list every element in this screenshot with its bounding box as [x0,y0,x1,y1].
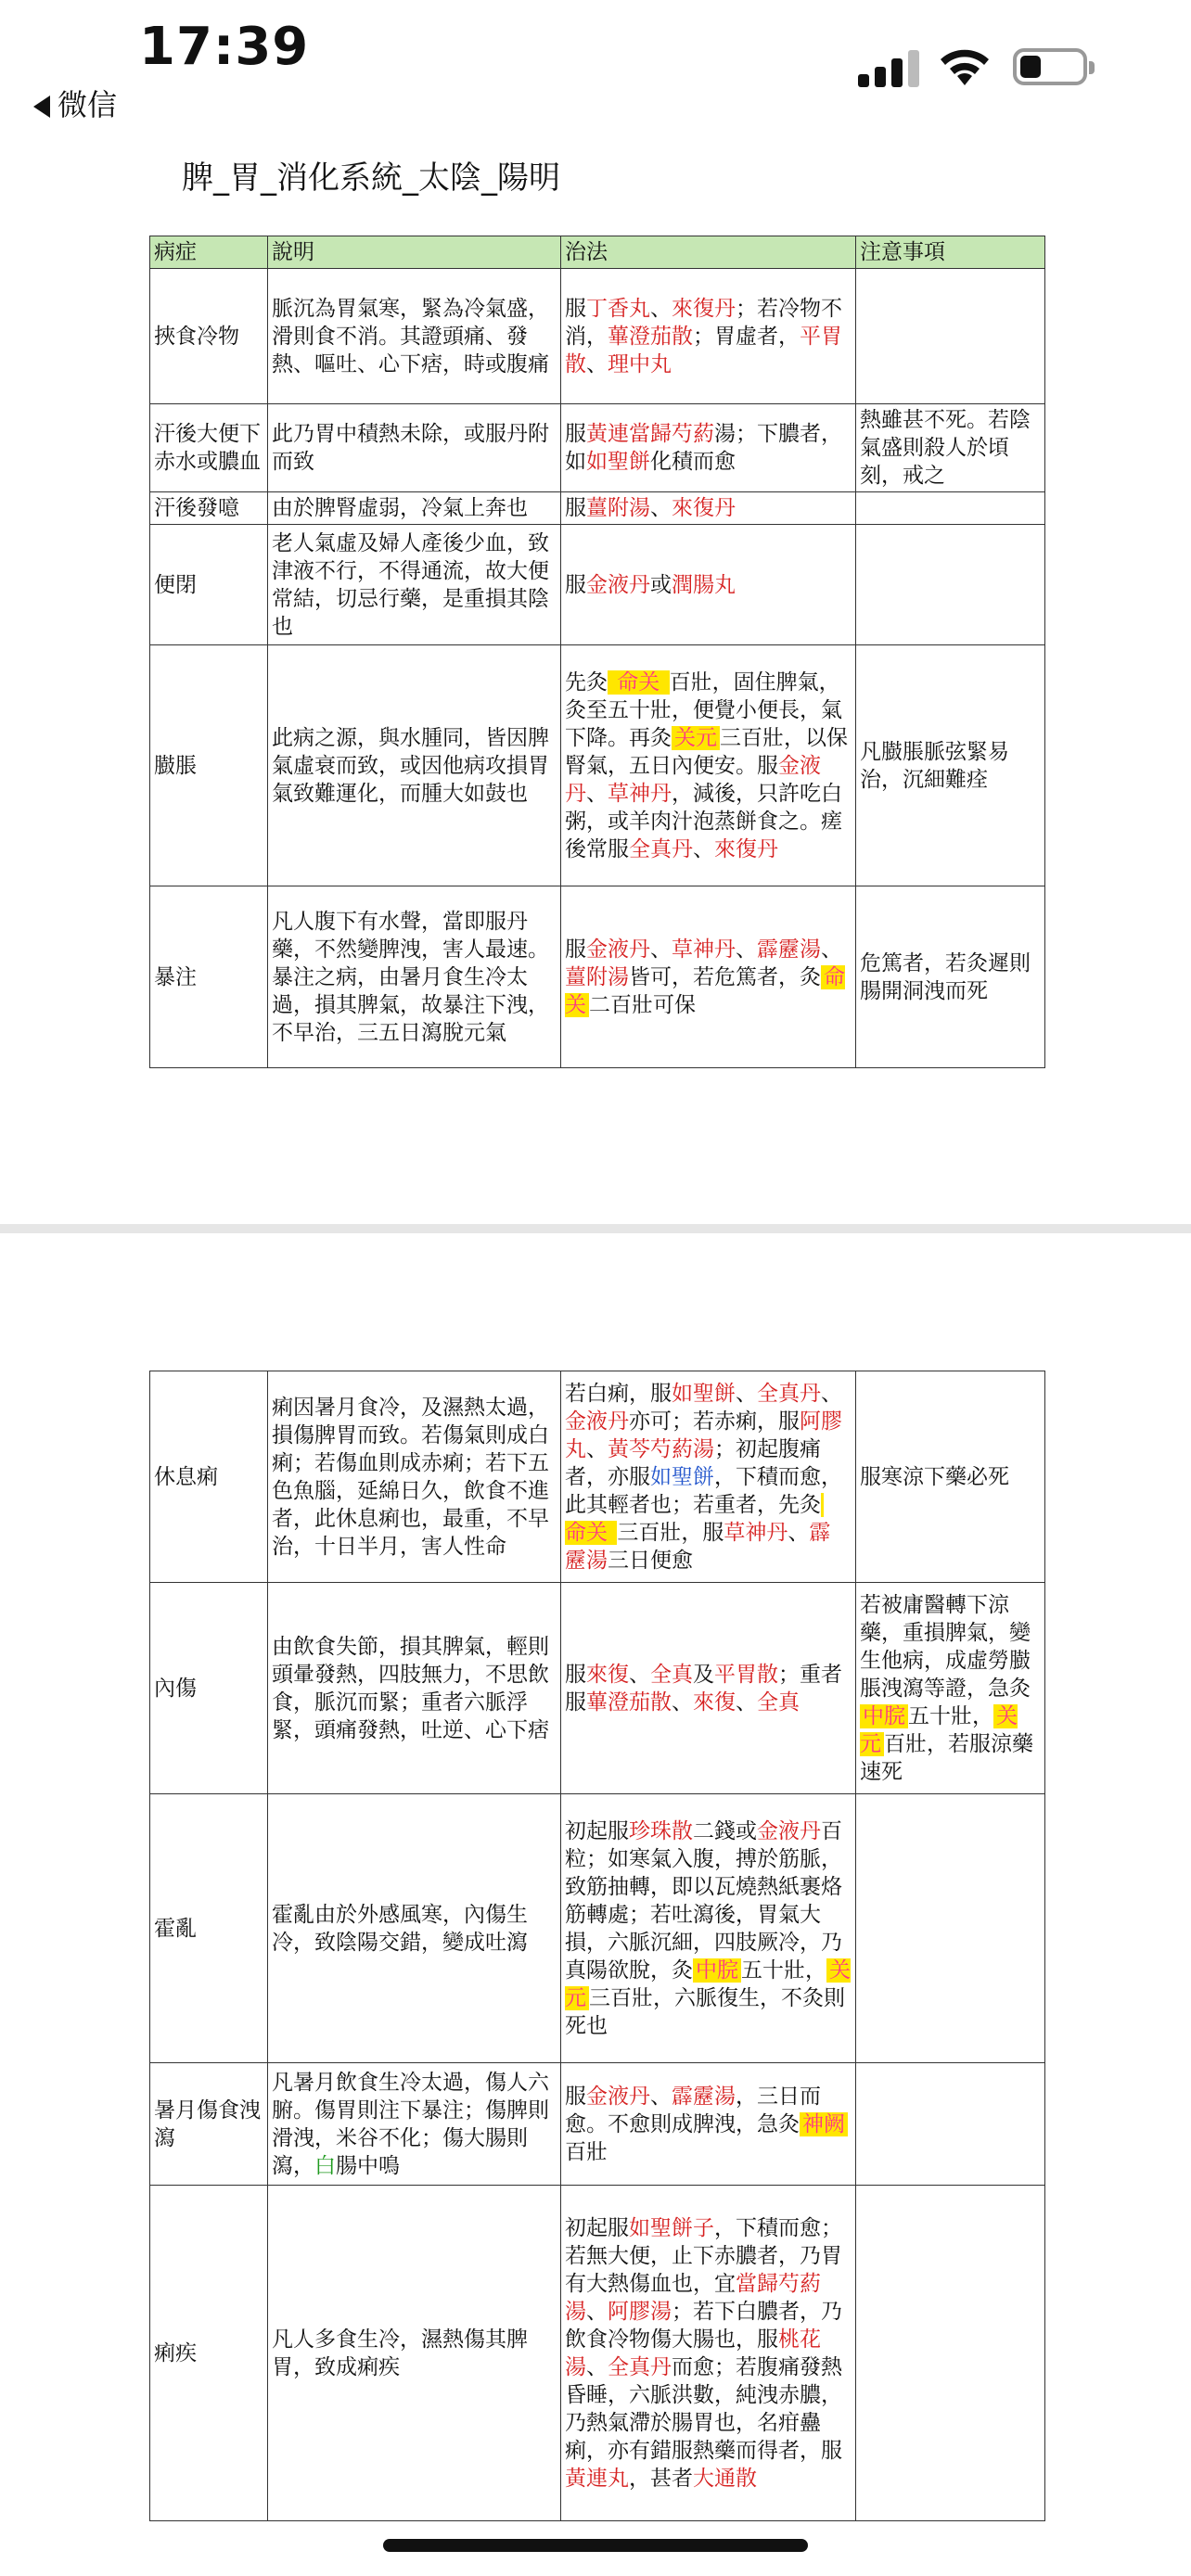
treatment-cell [561,1583,856,1794]
clock: 17:39 [139,17,310,77]
remedy-name: 霹靂湯 [672,2084,736,2109]
text-run: 、 [821,937,842,962]
remedy-name: 草神丹 [672,937,736,962]
table-row [150,1794,1045,2063]
text-run: 二錢或 [693,1818,757,1843]
text-run: 服 [565,496,586,520]
symptom-cell: 休息痢 [150,1371,268,1583]
text-run: 先灸 [565,670,608,695]
text-run: 服 [565,1662,586,1687]
text-run: 若白痢，服 [565,1381,672,1406]
text-run: 、 [736,937,757,962]
text-run: ；若冷物不消， [565,296,842,349]
acupoint-highlight: 关元 [565,1958,851,2010]
text-run: 、 [629,1662,650,1687]
page-separator [0,1224,1191,1233]
text-run: 化積而愈 [650,450,736,474]
table-row [150,2063,1045,2186]
remedy-name: 如聖餅 [650,1464,714,1489]
text-run: 、 [586,2299,608,2324]
remedy-name: 潤腸丸 [672,572,736,597]
text-run: 亦可；若赤痢，服 [629,1409,800,1434]
text-run: 三百壯，六脈復生，不灸則死也 [565,1985,845,2038]
symptom-cell: 汗後大便下赤水或膿血 [150,404,268,492]
text-run: 五十壯， [741,1958,826,1983]
description-cell: 由飲食失節，損其脾氣，輕則頭暈發熱，四肢無力，不思飲食，脈沉而緊；重者六脈浮緊，頭痛發熱，吐逆、心下痞 [268,1583,561,1794]
header-symptom: 病症 [150,236,268,269]
text-run: 腸中鳴 [336,2153,400,2178]
symptom-cell: 便閉 [150,525,268,645]
remedy-name: 薑附湯 [586,496,650,520]
remedy-name: 理中丸 [608,351,672,376]
remedy-name: 薑附湯 [565,964,629,989]
text-run: 服 [565,937,586,962]
text-run: 三百壯，以保腎氣，五日內便安。服 [565,725,848,778]
remedy-name: 如聖餅 [586,450,650,474]
symptom-cell: 內傷 [150,1583,268,1794]
treatment-cell [561,404,856,492]
acupoint-highlight: 中脘 [693,1958,741,1983]
table-row [150,1583,1045,1794]
description-cell: 由於脾腎虛弱，冷氣上奔也 [268,492,561,525]
notes-cell [856,1583,1045,1794]
remedy-name: 平胃散 [565,324,842,376]
table-row [150,525,1045,645]
description-cell: 痢因暑月食冷，及濕熱太過，損傷脾胃而致。若傷氣則成白痢；若傷血則成赤痢；若下五色魚腦，延綿日久，飲食不進者，此休息痢也，最重，不早治，十日半月，害人性命 [268,1371,561,1583]
acupoint-highlight: 命关 [608,670,670,695]
text-run: 二百壯可保 [589,992,696,1017]
header-treatment: 治法 [561,236,856,269]
text-run: 初起服 [565,1818,629,1843]
text-run: 初起服 [565,2215,629,2240]
text-run: 服 [565,422,586,446]
remedy-name: 金液丹 [586,572,650,597]
text-run: ，減後，只許吃白粥，或羊肉汁泡蒸餅食之。瘥後常服 [565,781,842,861]
remedy-name: 蓽澄茄散 [608,324,693,349]
table-row [150,269,1045,404]
text-run: 及 [693,1662,714,1687]
remedy-name: 草神丹 [608,781,672,806]
table-row [150,404,1045,492]
text-run: 、 [788,1520,810,1545]
remedy-name: 全真丹 [757,1381,821,1406]
text-run: 百粒；如寒氣入腹，搏於筋脈，致筋抽轉，即以瓦燒熱紙裹烙筋轉處；若吐瀉後，胃氣大損，六脈沉細，四肢厥冷，乃真陽欲脫，灸 [565,1818,842,1983]
cellular-signal-icon [858,48,923,87]
symptom-cell: 暑月傷食洩瀉 [150,2063,268,2186]
notes-cell: 危篤者，若灸遲則腸開洞洩而死 [856,886,1045,1068]
text-run: 、 [672,1690,693,1715]
description-cell: 此乃胃中積熱未除，或服丹附而致 [268,404,561,492]
acupoint-highlight: 关元 [860,1703,1018,1756]
treatment-cell [561,269,856,404]
acupoint-highlight: 命关 [565,1493,824,1545]
treatment-cell [561,525,856,645]
header-description: 說明 [268,236,561,269]
remedy-name: 金液丹 [565,1409,629,1434]
text-run: 、 [650,937,672,962]
disease-table-part-1 [149,236,1045,1068]
status-bar [0,0,1191,139]
remedy-name: 來復 [693,1690,736,1715]
remedy-name: 平胃散 [714,1662,778,1687]
remedy-name: 當歸芍葯湯 [565,2271,821,2324]
notes-cell [856,2186,1045,2521]
remedy-name: 全真丹 [629,836,693,861]
text-run: ；若下白膿者，乃飲食冷物傷大腸也，服 [565,2299,842,2352]
description-cell [268,2063,561,2186]
text-run: 皆可，若危篤者，灸 [629,964,821,989]
header-notes: 注意事項 [856,236,1045,269]
text-run: 、 [736,1690,757,1715]
text-run: 、 [650,496,672,520]
remedy-name: 草神丹 [724,1520,788,1545]
text-run: 、 [586,351,608,376]
notes-cell [856,525,1045,645]
text-run: ，下積而愈；若無大便，止下赤膿者，乃胃有大熱傷血也，宜 [565,2215,842,2296]
notes-cell: 熱雖甚不死。若陰氣盛則殺人於頃刻，戒之 [856,404,1045,492]
text-run: 百壯 [565,2139,608,2164]
description-cell: 霍亂由於外感風寒，內傷生冷，致陰陽交錯，變成吐瀉 [268,1794,561,2063]
text-run: 凡暑月飲食生冷太過，傷人六腑。傷胃則注下暴注；傷脾則滑洩，米谷不化；傷大腸則瀉， [272,2070,549,2178]
remedy-name: 霹靂湯 [757,937,821,962]
remedy-name: 來復丹 [672,296,736,321]
text-run: ；重者服 [565,1662,842,1715]
text-run: 、 [693,836,714,861]
remedy-name: 丁香丸 [586,296,650,321]
text-run: 百壯，若服涼藥速死 [860,1731,1033,1784]
remedy-name: 黃連丸 [565,2466,629,2491]
table-row [150,886,1045,1068]
remedy-name: 白 [314,2153,336,2178]
treatment-cell [561,2063,856,2186]
acupoint-highlight: 中脘 [860,1704,908,1728]
wifi-icon [937,43,992,87]
text-run: 服 [565,572,586,597]
remedy-name: 阿膠丸 [565,1409,842,1461]
symptom-cell: 霍亂 [150,1794,268,2063]
text-run: ，三日而愈。不愈則成脾洩，急灸 [565,2084,821,2136]
remedy-name: 來復 [586,1662,629,1687]
remedy-name: 來復丹 [714,836,778,861]
text-run: 、 [586,2354,608,2379]
remedy-name: 金液丹 [565,753,821,806]
text-run: 湯；下膿者，如 [565,422,842,474]
page-title: 脾_胃_消化系統_太陰_陽明 [182,159,560,197]
document-page-1 [0,139,1191,1224]
description-cell: 凡人多食生冷，濕熱傷其脾胃，致成痢疾 [268,2186,561,2521]
treatment-cell [561,2186,856,2521]
back-label: 微信 [58,87,118,122]
remedy-name: 來復丹 [672,496,736,520]
text-run: 若被庸醫轉下涼藥，重損脾氣，變生他病，成虛勞臌脹洩瀉等證，急灸 [860,1592,1031,1701]
symptom-cell: 臌脹 [150,645,268,886]
remedy-name: 全真 [650,1662,693,1687]
table-row [150,1371,1045,1583]
acupoint-highlight: 神阙 [800,2112,848,2136]
text-run: 或 [650,572,672,597]
notes-cell: 服寒涼下藥必死 [856,1371,1045,1583]
notes-cell [856,2063,1045,2186]
remedy-name: 霹靂湯 [565,1520,831,1573]
table-row [150,2186,1045,2521]
treatment-cell [561,1371,856,1583]
text-run: 服 [565,2084,586,2109]
remedy-name: 全真丹 [608,2354,672,2379]
notes-cell [856,1794,1045,2063]
document-page-2 [0,1233,1191,2576]
remedy-name: 大通散 [693,2466,757,2491]
remedy-name: 桃花湯 [565,2327,821,2379]
table-row [150,492,1045,525]
text-run: 、 [821,1381,842,1406]
disease-table-part-2 [149,1371,1045,2521]
description-cell: 此病之源，與水腫同，皆因脾氣虛衰而致，或因他病攻損胃氣致難運化，而腫大如鼓也 [268,645,561,886]
text-run: 、 [586,1436,608,1461]
notes-cell: 凡臌脹脈弦緊易治，沉細難痊 [856,645,1045,886]
table-header-row [150,236,1045,269]
remedy-name: 如聖餅子 [629,2215,714,2240]
remedy-name: 阿膠湯 [608,2299,672,2324]
back-arrow-icon [33,96,50,118]
text-run: 而愈；若腹痛發熱昏睡，六脈洪數，純洩赤膿，乃熱氣滯於腸胃也，名疳蠱痢，亦有錯服熱藥而得者，服 [565,2354,842,2463]
home-indicator[interactable] [383,2539,808,2552]
text-run: 、 [650,2084,672,2109]
text-run: 三百壯，服 [617,1520,724,1545]
text-run: 服 [565,296,586,321]
text-run: 、 [586,781,608,806]
battery-icon [1013,48,1087,85]
symptom-cell: 挾食冷物 [150,269,268,404]
description-cell: 凡人腹下有水聲，當即服丹藥，不然變脾洩，害人最速。暴注之病，由暑月食生冷太過，損其脾氣，故暴注下洩，不早治，三五日瀉脫元氣 [268,886,561,1068]
text-run: ，下積而愈，此其輕者也；若重者，先灸 [565,1464,842,1517]
remedy-name: 全真 [757,1690,800,1715]
acupoint-highlight: 关元 [672,726,720,750]
text-run: 三日便愈 [608,1548,693,1573]
text-run: ，甚者 [629,2466,693,2491]
acupoint-highlight: 命关 [565,964,845,1017]
remedy-name: 珍珠散 [629,1818,693,1843]
text-run: 百壯，固住脾氣，灸至五十壯，便覺小便長，氣下降。再灸 [565,670,842,750]
treatment-cell [561,1794,856,2063]
treatment-cell [561,886,856,1068]
notes-cell [856,269,1045,404]
table-row [150,645,1045,886]
symptom-cell: 暴注 [150,886,268,1068]
remedy-name: 金液丹 [757,1818,821,1843]
remedy-name: 黃芩芍葯湯 [608,1436,714,1461]
text-run: 、 [650,296,672,321]
description-cell: 脈沉為胃氣寒，緊為冷氣盛，滑則食不消。其證頭痛、發熱、嘔吐、心下痞，時或腹痛 [268,269,561,404]
notes-cell [856,492,1045,525]
symptom-cell: 痢疾 [150,2186,268,2521]
text-run: ；初起腹痛者，亦服 [565,1436,821,1489]
text-run: 、 [736,1381,757,1406]
remedy-name: 蓽澄茄散 [586,1690,672,1715]
remedy-name: 金液丹 [586,2084,650,2109]
remedy-name: 如聖餅 [672,1381,736,1406]
description-cell: 老人氣虛及婦人產後少血，致津液不行，不得通流，故大便常結，切忌行藥，是重損其陰也 [268,525,561,645]
treatment-cell [561,645,856,886]
remedy-name: 金液丹 [586,937,650,962]
back-to-wechat-button[interactable] [33,82,117,124]
text-run: ；胃虛者， [693,324,800,349]
symptom-cell: 汗後發噫 [150,492,268,525]
text-run: 五十壯， [908,1703,993,1728]
remedy-name: 黃連當歸芍葯 [586,422,714,446]
treatment-cell [561,492,856,525]
